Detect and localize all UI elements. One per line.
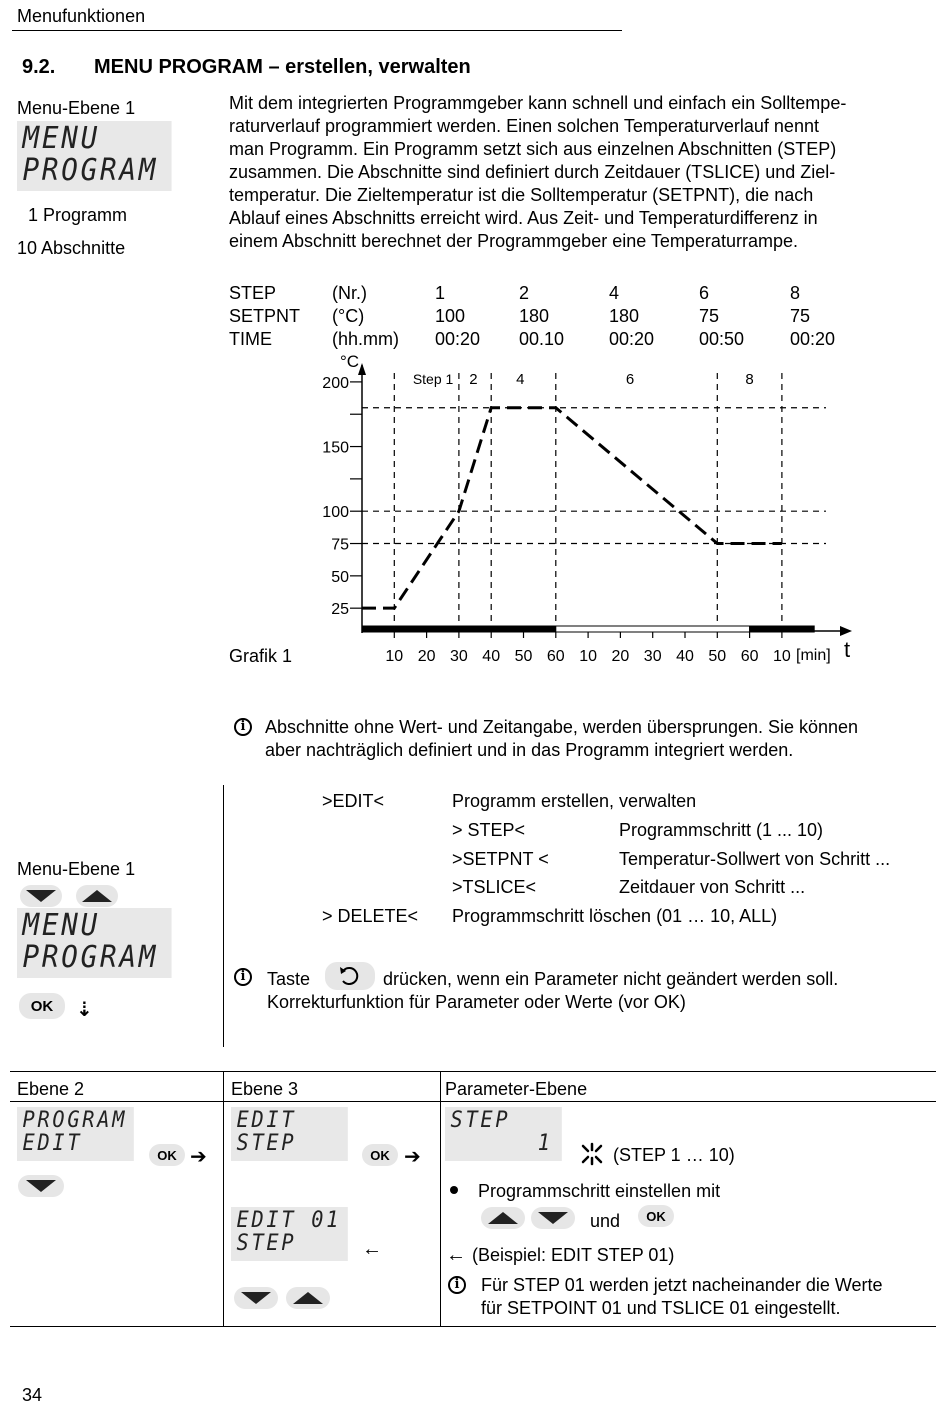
lcd-display-edit-step: [231, 1107, 348, 1161]
col-header-level3: Ebene 3: [231, 1079, 299, 1099]
arrow-left-icon: ←: [362, 1238, 382, 1260]
y-tick-label: 50: [331, 568, 349, 586]
arrow-keys: [20, 885, 118, 907]
x-tick-label: 30: [643, 648, 662, 665]
time-bar-segment: [750, 626, 815, 632]
row-value: 100: [435, 306, 466, 326]
note-key-prefix: Taste: [267, 969, 311, 989]
return-icon: [337, 965, 363, 987]
row-value: 2: [519, 283, 530, 303]
back-button[interactable]: [325, 962, 375, 990]
info-line: für SETPOINT 01 und TSLICE 01 eingestellt.: [481, 1298, 841, 1318]
intro-paragraph: [229, 92, 846, 253]
row-value: 00:20: [790, 329, 836, 349]
intro-line: raturverlauf programmiert werden. Einen solchen Temperaturverlauf nennt: [229, 116, 819, 136]
menu-cmd: >SETPNT <: [452, 849, 549, 869]
ok-button[interactable]: OK: [149, 1144, 185, 1166]
row-value: 75: [790, 306, 811, 326]
row-label: STEP: [229, 283, 277, 303]
row-value: 4: [609, 283, 620, 303]
arrow-keys: [234, 1287, 330, 1309]
arrow-keys: [481, 1207, 575, 1229]
intro-line: einem Abschnitt berechnet der Programmgeber eine Temperaturrampe.: [229, 231, 798, 251]
menu-cmd: >EDIT<: [322, 791, 385, 811]
up-arrow-icon: [488, 1212, 518, 1224]
lcd-display-menu-program: [17, 908, 172, 978]
row-unit: (Nr.): [332, 283, 367, 303]
arrow-left-icon: ←: [446, 1244, 466, 1266]
and-word: und: [590, 1211, 621, 1231]
lcd-display-menu-program: [17, 121, 172, 191]
menu-desc: Temperatur-Sollwert von Schritt ...: [619, 849, 891, 869]
section-number: 9.2.: [22, 56, 56, 78]
menu-level-label: Menu-Ebene 1: [17, 859, 136, 879]
table-col-divider: [440, 1071, 441, 1326]
row-value: 180: [609, 306, 640, 326]
step-range: (STEP 1 … 10): [613, 1145, 735, 1165]
info-icon: i: [234, 968, 252, 986]
note-correction: Korrekturfunktion für Parameter oder Werte (vor OK): [267, 992, 686, 1012]
step-label: 6: [625, 371, 635, 388]
x-tick-label: 40: [676, 648, 694, 665]
down-arrow-button[interactable]: [18, 1175, 64, 1197]
example-text: (Beispiel: EDIT STEP 01): [472, 1245, 675, 1265]
note-line: aber nachträglich definiert und in das Programm integriert werden.: [265, 740, 794, 760]
down-arrow-icon: [26, 1180, 56, 1192]
table-bottom-rule: [10, 1326, 936, 1327]
x-tick-label: 10: [773, 648, 791, 665]
x-axis-unit-label: [min]: [796, 647, 831, 664]
side-note-sections: 10 Abschnitte: [17, 238, 126, 258]
down-arrow-button[interactable]: [234, 1287, 278, 1309]
y-tick-label: 25: [331, 601, 349, 619]
lcd-line-2: EDIT: [22, 1131, 83, 1157]
info-note: [481, 1274, 883, 1320]
row-value: 6: [699, 283, 710, 303]
row-value: 00:20: [609, 329, 655, 349]
side-note-programs: 1 Programm: [28, 205, 128, 225]
temperature-profile-chart: [0, 345, 950, 675]
note-key-suffix: drücken, wenn ein Parameter nicht geändert werden soll.: [383, 969, 839, 989]
step-label: 4: [516, 371, 525, 388]
row-value: 00:50: [699, 329, 745, 349]
x-tick-label: 20: [611, 648, 630, 665]
lcd-line-2: STEP: [236, 1131, 297, 1157]
row-value: 8: [790, 283, 801, 303]
lcd-line-1: MENU: [22, 908, 101, 943]
lcd-line-2: STEP: [236, 1231, 297, 1257]
intro-line: Mit dem integrierten Programmgeber kann schnell und einfach ein Solltempe-: [229, 93, 847, 113]
col-header-level2: Ebene 2: [17, 1079, 85, 1099]
menu-desc: Zeitdauer von Schritt ...: [619, 877, 806, 897]
running-header: Menufunktionen: [17, 6, 146, 26]
y-tick-label: 75: [331, 536, 349, 554]
menu-cmd: >TSLICE<: [452, 877, 537, 897]
ok-button[interactable]: OK: [19, 993, 65, 1019]
lcd-display-program-edit: [17, 1107, 134, 1161]
intro-line: zusammen. Die Abschnitte sind definiert durch Zeitdauer (TSLICE) und Ziel-: [229, 162, 836, 182]
row-value: 1: [435, 283, 446, 303]
lcd-line-1: PROGRAM: [22, 1108, 128, 1133]
x-axis-label: t: [844, 637, 851, 662]
y-tick-label: 150: [322, 439, 349, 457]
row-value: 00:20: [435, 329, 481, 349]
row-unit: (hh.mm): [332, 329, 399, 349]
note-skipped-sections: [265, 716, 858, 762]
up-arrow-button[interactable]: [286, 1287, 330, 1309]
lcd-display-step: [445, 1107, 562, 1161]
y-tick-label: 100: [322, 504, 349, 522]
row-label: TIME: [229, 329, 272, 349]
intro-line: temperatur. Die Zieltemperatur ist die Solltemperatur (SETPNT), die nach: [229, 185, 814, 205]
y-axis-arrow-icon: [358, 363, 366, 375]
up-arrow-button[interactable]: [481, 1207, 525, 1229]
table-col-divider: [223, 1071, 224, 1326]
table-top-rule: [10, 1071, 936, 1072]
ok-button[interactable]: OK: [362, 1144, 398, 1166]
blinking-icon: [578, 1140, 606, 1168]
note-line: Abschnitte ohne Wert- und Zeitangabe, werden übersprungen. Sie können: [265, 717, 859, 737]
arrow-down-icon: ⇣: [76, 999, 93, 1021]
lcd-line-2: 1: [537, 1131, 553, 1157]
down-arrow-icon: [26, 890, 56, 902]
lcd-line-1: MENU: [22, 121, 101, 156]
section-title: MENU PROGRAM – erstellen, verwalten: [94, 56, 471, 78]
bullet-text: Programmschritt einstellen mit: [478, 1181, 721, 1201]
bullet-icon: [450, 1186, 458, 1194]
lcd-line-1: EDIT: [236, 1108, 297, 1133]
up-arrow-button[interactable]: [76, 885, 118, 907]
chart-caption: Grafik 1: [229, 646, 293, 666]
menu-cmd: > DELETE<: [322, 906, 419, 926]
menu-desc: Programmschritt (1 ... 10): [619, 820, 824, 840]
step-label: 8: [745, 371, 754, 388]
page-number: 34: [22, 1385, 43, 1405]
info-line: Für STEP 01 werden jetzt nacheinander die Werte: [481, 1275, 883, 1295]
column-divider: [223, 785, 224, 1047]
lcd-line-1: EDIT 01: [236, 1208, 342, 1233]
temperature-profile-series: [362, 408, 782, 608]
menu-desc: Programm erstellen, verwalten: [452, 791, 697, 811]
x-tick-label: 30: [450, 648, 468, 665]
step-label: Step 1: [412, 371, 454, 387]
time-bar-segment: [362, 626, 556, 632]
x-tick-label: 50: [708, 648, 727, 665]
row-value: 180: [519, 306, 550, 326]
x-tick-label: 40: [482, 648, 501, 665]
menu-cmd: > STEP<: [452, 820, 526, 840]
intro-line: man Programm. Ein Programm setzt sich aus einzelnen Abschnitten (STEP): [229, 139, 837, 159]
up-arrow-icon: [82, 890, 112, 902]
menu-level-label: Menu-Ebene 1: [17, 98, 136, 118]
arrow-right-icon: ➔: [404, 1146, 421, 1168]
ok-button[interactable]: OK: [638, 1205, 674, 1227]
x-axis-arrow-icon: [840, 626, 852, 636]
x-tick-label: 10: [579, 648, 597, 665]
y-tick-label: 200: [322, 374, 349, 392]
y-axis-unit-label: °C: [340, 352, 360, 371]
down-arrow-button[interactable]: [20, 885, 62, 907]
info-icon: i: [448, 1276, 466, 1294]
table-header-rule: [10, 1101, 936, 1102]
lcd-display-edit-step-01: [231, 1207, 348, 1261]
lcd-line-1: STEP: [450, 1108, 511, 1133]
menu-desc: Programmschritt löschen (01 … 10, ALL): [452, 906, 778, 926]
down-arrow-icon: [241, 1292, 271, 1304]
row-label: SETPNT: [229, 306, 301, 326]
time-bar-segment: [556, 626, 750, 632]
intro-line: Ablauf eines Abschnitts erreicht wird. Aus Zeit- und Temperaturdifferenz in: [229, 208, 818, 228]
row-value: 00.10: [519, 329, 565, 349]
x-tick-label: 20: [417, 648, 436, 665]
x-tick-label: 10: [385, 648, 404, 665]
x-tick-label: 50: [514, 648, 533, 665]
down-arrow-icon: [538, 1212, 568, 1224]
up-arrow-icon: [293, 1292, 323, 1304]
row-unit: (°C): [332, 306, 365, 326]
col-header-parameter: Parameter-Ebene: [445, 1079, 588, 1099]
lcd-line-2: PROGRAM: [22, 939, 159, 975]
step-label: 2: [469, 371, 478, 388]
lcd-line-2: PROGRAM: [22, 152, 159, 188]
down-arrow-button[interactable]: [531, 1207, 575, 1229]
header-rule: [12, 30, 622, 31]
info-icon: i: [234, 718, 252, 736]
arrow-right-icon: ➔: [190, 1146, 207, 1168]
row-value: 75: [699, 306, 720, 326]
x-tick-label: 60: [546, 648, 565, 665]
x-tick-label: 60: [740, 648, 759, 665]
